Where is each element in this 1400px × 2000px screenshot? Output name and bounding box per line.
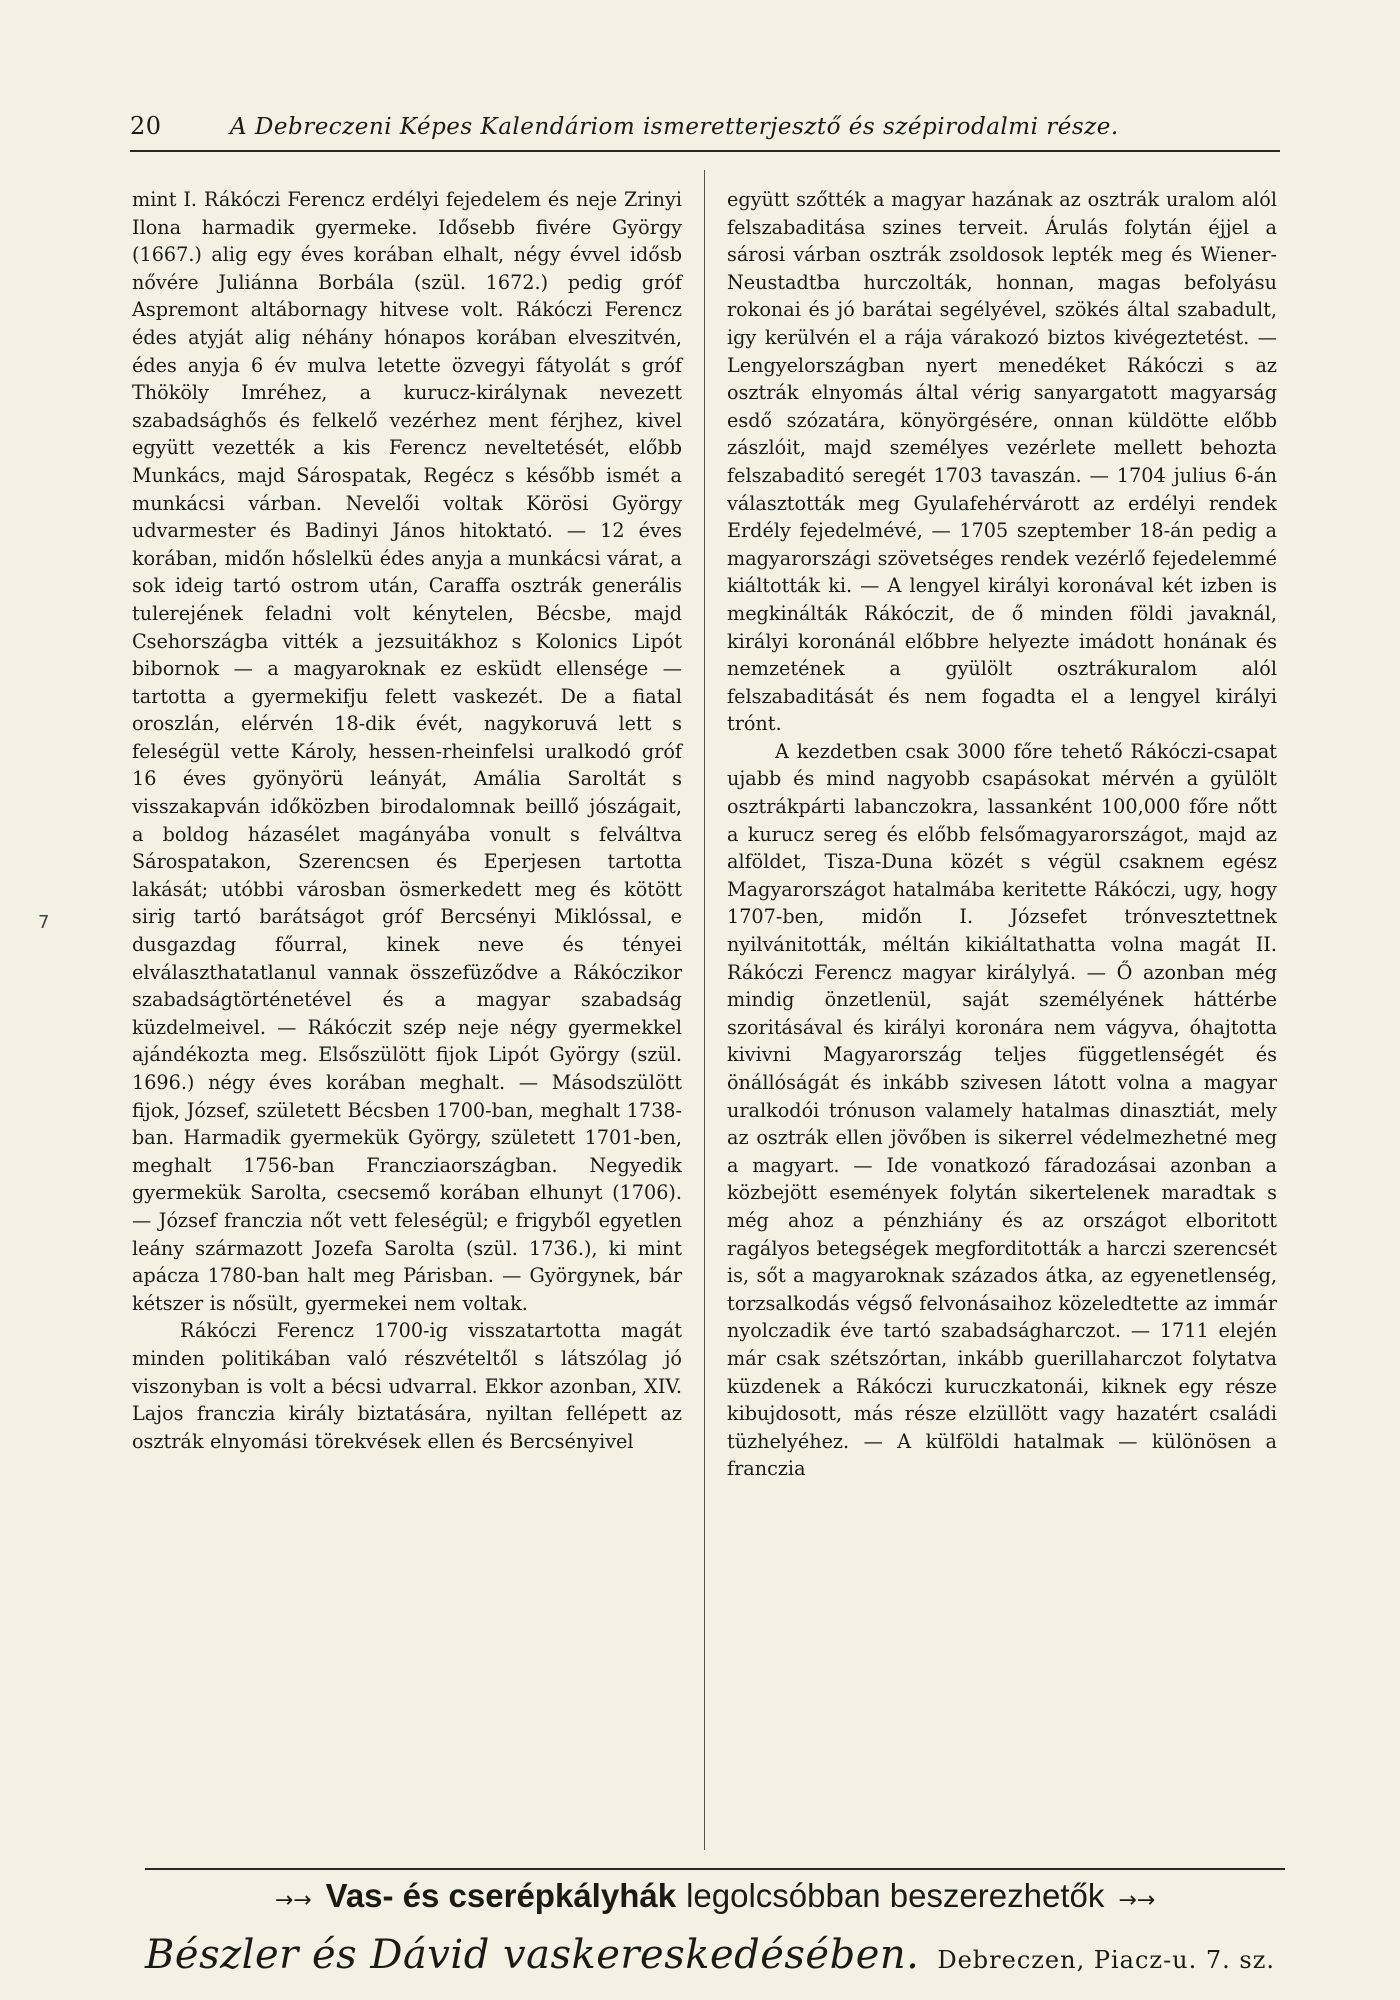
header-rule xyxy=(130,150,1280,152)
left-paragraph-2: Rákóczi Ferencz 1700-ig visszatartotta magát minden politikában való részvételtől s látszólag jó viszonyban is volt a bécsi udvarral. Ekkor azonban, XIV. Lajos franczia király biztatására, nyiltan fellépett az osztrák elnyomási törekvések ellen és Bercsényivel xyxy=(132,1319,682,1453)
right-column xyxy=(727,186,1277,1483)
advertisement-merchant-line xyxy=(145,1932,1285,1988)
advertisement-product: Vas- és cserépkályhák xyxy=(325,1877,677,1914)
margin-note: 7 xyxy=(38,912,50,933)
right-paragraph-1: együtt szőtték a magyar hazának az osztrák uralom alól felszabaditása szines terveit. Árulás folytán éjjel a sárosi várban osztrák zsoldosok lepték meg és Wiener-Neustadtba hurczolták, honnan, magas befolyásu rokonai és jó barátai segélyével, szökés által szabadult, igy kerülvén el a rája várakozó biztos kivégeztetést. — Lengyelországban nyert menedéket Rákóczi s az osztrák elnyomás által vérig sanyargatott magyarság esdő szózatára, könyörgésére, onnan küldötte előbb zászlóit, majd személyes vezérlete mellett behozta felszabaditó seregét 1703 tavaszán. — 1704 julius 6-án választották meg Gyulafehérvárott az erdélyi rendek Erdély fejedelmévé, — 1705 szeptember 18-án pedig a magyarországi szövetséges rendek vezérlő fejedelemmé kiáltották ki. — A lengyel királyi koronával két izben is megkinálták Rákóczit, de ő minden földi javaknál, királyi koronánál előbbre helyezte imádott honának és nemzetének a gyülölt osztrákuralom alól felszabaditását és nem fogadta el a lengyel királyi trónt. xyxy=(727,188,1277,736)
right-paragraph-2: A kezdetben csak 3000 főre tehető Rákóczi-csapat ujabb és mind nagyobb csapásokat mérvén a gyülölt osztrákpárti labanczokra, lassanként 100,000 főre nőtt a kurucz sereg és előbb felsőmagyarországot, majd az alföldet, Tisza-Duna közét s végül csaknem egész Magyarországot hatalmába keritette Rákóczi, ugy, hogy 1707-ben, midőn I. Józsefet trónvesztettnek nyilvánitották, méltán kikiáltathatta volna magát II. Rákóczi Ferencz magyar királylyá. — Ő azonban még mindig önzetlenül, saját személyének háttérbe szoritásával és királyi koronára nem vágyva, óhajtotta kivivni Magyarország teljes függetlenségét és önállóságát és inkább szivesen látott volna a magyar uralkodói trónuson valamely hatalmas dinasztiát, mely az osztrák ellen jövőben is sikerrel védelmezhetné meg a magyart. — Ide vonatkozó fáradozásai azonban a közbejött események folytán sikertelenek maradtak s még ahoz a pénzhiány és az országot elboritott ragályos betegségek megforditották a harczi szerencsét is, sőt a magyaroknak százados átka, az egyenetlenség, torzsalkodás végső felvonásaihoz közeledtette az immár nyolczadik éve tartó szabadságharczot. — 1711 elején már csak szétszórtan, inkább guerillaharczot folytatva küzdenek a Rákóczi kuruczkatonái, kiknek egy része kibujdosott, más része elzüllött vagy hazatért családi tüzhelyéhez. — A külföldi hatalmak — különösen a franczia xyxy=(727,739,1277,1481)
advertisement-offer: legolcsóbban beszerezhetők xyxy=(686,1877,1105,1914)
advertisement-address: Debreczen, Piacz-u. 7. sz. xyxy=(937,1946,1276,1974)
arrow-right-icon: →→ xyxy=(1118,1888,1156,1913)
left-paragraph-1: mint I. Rákóczi Ferencz erdélyi fejedelem és neje Zrinyi Ilona harmadik gyermeke. Idősebb fivére György (1667.) alig egy éves korában elhalt, négy évvel idősb nővére Juliánna Borbála (szül. 1672.) pedig gróf Aspremont altábornagy hitvese volt. Rákóczi Ferencz édes atyját alig néhány hónapos korában elveszitvén, édes anyja 6 év mulva letette özvegyi fátyolát s gróf Thököly Imréhez, a kurucz-királynak nevezett szabadsághős és felkelő vezérhez ment férjhez, kivel együtt vezették a kis Ferencz neveltetését, előbb Munkács, majd Sárospatak, Regécz s később ismét a munkácsi várban. Nevelői voltak Körösi György udvarmester és Badinyi János hitoktató. — 12 éves korában, midőn hőslelkü édes anyja a munkácsi várat, a sok ideig tartó ostrom után, Caraffa osztrák generális tulerejének feladni volt kénytelen, Bécsbe, majd Csehországba vitték a jezsuitákhoz s Kolonics Lipót bibornok — a magyaroknak ez esküdt ellensége — tartotta a gyermekifju felett vaskezét. De a fiatal oroszlán, elérvén 18-dik évét, nagykoruvá lett s feleségül vette Károly, hessen-rheinfelsi uralkodó gróf 16 éves gyönyörü leányát, Amália Saroltát s visszakapván időközben birodalomnak beillő jószágait, a boldog házasélet magányába vonult s felváltva Sárospatakon, Szerencsen és Eperjesen tartotta lakását; utóbbi városban ösmerkedett meg és kötött sirig tartó barátságot gróf Bercsényi Miklóssal, e dusgazdag főurral, kinek neve és tényei elválaszthatatlanul vannak összefüződve a Rákóczikor szabadságtörténetével és a magyar szabadság küzdelmeivel. — Rákóczit szép neje négy gyermekkel ajándékozta meg. Elsőszülött fijok Lipót György (szül. 1696.) négy éves korában meghalt. — Másodszülött fijok, József, született Bécsben 1700-ban, meghalt 1738-ban. Harmadik gyermekük György, született 1701-ben, meghalt 1756-ban Francziaországban. Negyedik gyermekük Sarolta, csecsemő korában elhunyt (1706). — József franczia nőt vett feleségül; e frigyből egyetlen leány származott Jozefa Sarolta (szül. 1736.), ki mint apácza 1780-ban halt meg Párisban. — Györgynek, bár kétszer is nősült, gyermekei nem voltak. xyxy=(132,188,682,1315)
running-head-title: A Debreczeni Képes Kalendáriom ismeretterjesztő és szépirodalmi része. xyxy=(230,114,1119,140)
advertisement-merchant: Bészler és Dávid vaskereskedésében. xyxy=(145,1932,920,1978)
left-column xyxy=(132,186,682,1455)
arrow-left-icon: →→ xyxy=(274,1888,312,1913)
running-head xyxy=(130,112,1280,152)
advertisement-rule xyxy=(145,1868,1285,1870)
column-divider xyxy=(704,170,705,1850)
page-number: 20 xyxy=(130,112,162,140)
advertisement-headline xyxy=(145,1877,1285,1927)
